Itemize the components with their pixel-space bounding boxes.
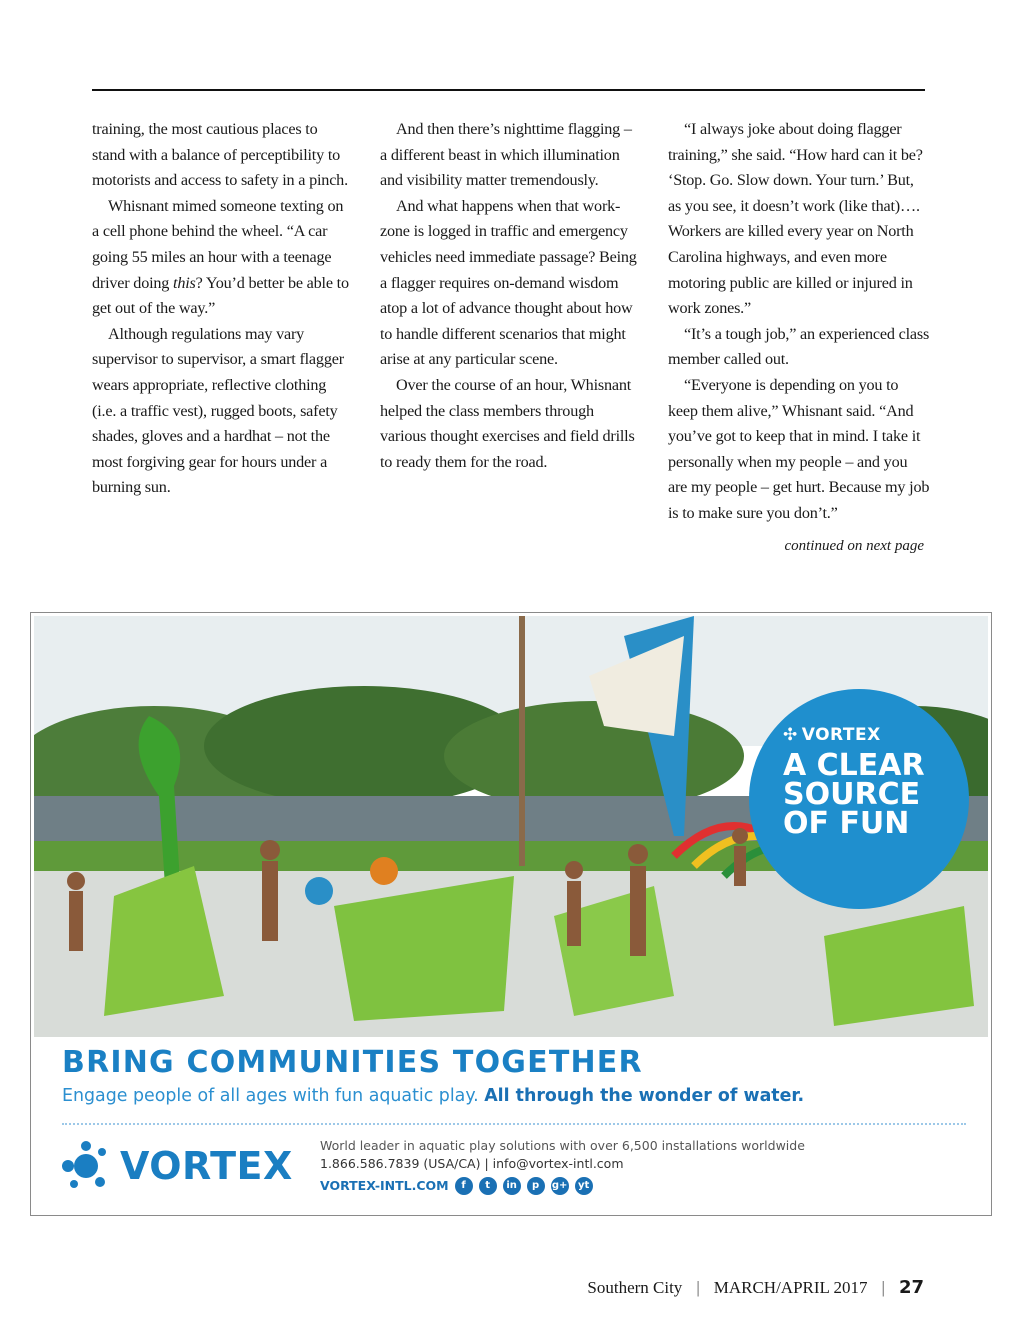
google-plus-icon[interactable]: g+: [551, 1177, 569, 1195]
website-link[interactable]: VORTEX-INTL.COM: [320, 1178, 449, 1193]
vortex-logo-icon: ✣: [783, 725, 798, 745]
top-rule: [92, 89, 925, 91]
article-column-1: [92, 117, 354, 501]
paragraph: And what happens when that work-zone is logged in traffic and emergency vehicles need immediate passage? Being a flagger requires on-demand wisdom atop a lot of advance thought about how to handle different scenarios that might arise at any particular scene.: [380, 196, 637, 369]
contact-info: 1.866.586.7839 (USA/CA) | info@vortex-intl.com: [320, 1156, 624, 1171]
paragraph: Over the course of an hour, Whisnant helped the class members through various thought exercises and field drills to ready them for the road.: [380, 375, 635, 471]
paragraph: “Everyone is depending on you to keep them alive,” Whisnant said. “And you’ve got to keep that in mind. I take it personally when my people – and you are my people – get hurt. Because my job is to make sure you don’t.”: [668, 375, 930, 522]
linkedin-icon[interactable]: in: [503, 1177, 521, 1195]
continued-note: continued on next page: [784, 538, 924, 554]
website-row: [320, 1177, 805, 1195]
vortex-badge: [749, 689, 969, 909]
vortex-logo[interactable]: [60, 1140, 293, 1192]
article-column-3: [668, 117, 930, 527]
magazine-name: Southern City: [587, 1277, 683, 1297]
facebook-icon[interactable]: f: [455, 1177, 473, 1195]
contact-block: [320, 1137, 805, 1195]
page-number: 27: [898, 1277, 924, 1298]
pinterest-icon[interactable]: p: [527, 1177, 545, 1195]
ad-headline: BRING COMMUNITIES TOGETHER: [62, 1045, 643, 1080]
tagline: World leader in aquatic play solutions with over 6,500 installations worldwide: [320, 1138, 805, 1153]
footer-separator: |: [696, 1277, 700, 1297]
vortex-molecule-icon: [60, 1140, 112, 1192]
logo-text: VORTEX: [120, 1144, 293, 1188]
paragraph: “It’s a tough job,” an experienced class member called out.: [668, 324, 930, 369]
badge-brand-text: VORTEX: [801, 725, 881, 745]
ad-subheadline: Engage people of all ages with fun aquatic play. All through the wonder of water.: [62, 1086, 805, 1106]
paragraph: Although regulations may vary supervisor to supervisor, a smart flagger wears appropriate, reflective clothing (i.e. a traffic vest), rugged boots, safety shades, gloves and a hardhat – not the most forgiving gear for hours under a burning sun.: [92, 324, 344, 497]
issue-date: MARCH/APRIL 2017: [713, 1277, 868, 1297]
article-column-2: [380, 117, 642, 475]
dotted-divider: [62, 1123, 966, 1125]
paragraph: And then there’s nighttime flagging – a different beast in which illumination and visibility matter tremendously.: [380, 120, 632, 190]
paragraph: “I always joke about doing flagger training,” she said. “How hard can it be? ‘Stop. Go. Slow down. Your turn.’ But, as you see, it doesn’t work (like that)…. Workers are killed every year on North Carolina highways, and even more motoring public are killed or injured in work zones.”: [668, 120, 923, 318]
paragraph: training, the most cautious places to stand with a balance of perceptibility to motorists and access to safety in a pinch.: [92, 120, 348, 190]
paragraph: Whisnant mimed someone texting on a cell phone behind the wheel. “A car going 55 miles an hour with a teenage driver doing this? You’d better be able to get out of the way.”: [92, 196, 349, 318]
vortex-advertisement[interactable]: [30, 612, 992, 1216]
badge-brand: [783, 725, 969, 745]
twitter-icon[interactable]: t: [479, 1177, 497, 1195]
footer-separator: |: [881, 1277, 885, 1297]
youtube-icon[interactable]: yt: [575, 1177, 593, 1195]
page-footer: [587, 1277, 924, 1298]
badge-headline: A CLEAR SOURCE OF FUN: [783, 748, 925, 841]
